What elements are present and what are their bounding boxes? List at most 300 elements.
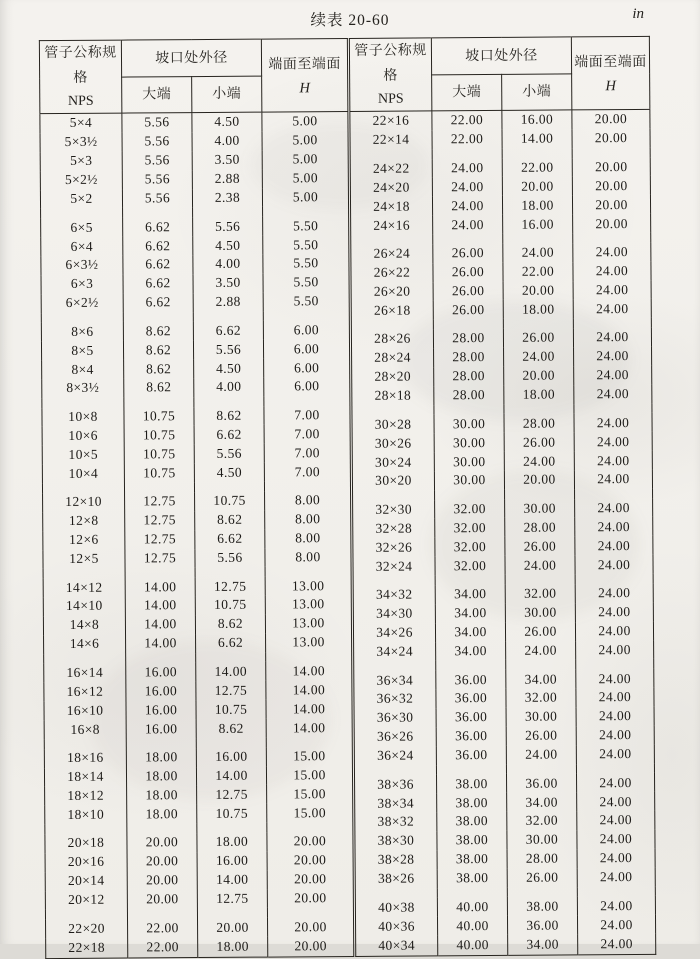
large-end-cell: 10.75 xyxy=(124,444,194,463)
nps-cell: 30×28 xyxy=(374,416,412,432)
large-end-cell: 16.00 xyxy=(126,662,196,681)
table-row xyxy=(45,784,353,805)
nps-cell: 10×4 xyxy=(68,465,99,481)
h-cell: 24.00 xyxy=(575,603,653,622)
h-cell: 7.00 xyxy=(264,406,350,425)
nps-cell: 34×24 xyxy=(376,643,414,659)
large-end-cell: 30.00 xyxy=(434,433,504,452)
table-row xyxy=(351,262,651,283)
empty-cell xyxy=(433,319,503,329)
h-cell: 5.00 xyxy=(262,131,348,150)
large-end-cell: 32.00 xyxy=(435,556,505,575)
small-end-cell: 36.00 xyxy=(506,774,576,793)
table-row xyxy=(356,934,656,956)
nps-cell: 18×12 xyxy=(67,787,105,803)
h-cell: 20.00 xyxy=(267,870,353,889)
nps-cell: 34×32 xyxy=(375,586,413,603)
empty-cell xyxy=(41,208,123,218)
h-cell: 24.00 xyxy=(574,432,652,451)
h-cell: 24.00 xyxy=(574,413,652,432)
h-cell: 24.00 xyxy=(576,707,654,726)
nps-cell: 22×20 xyxy=(68,920,105,936)
small-end-cell: 6.62 xyxy=(196,633,266,652)
small-end-cell: 34.00 xyxy=(508,934,578,954)
small-end-cell: 28.00 xyxy=(505,518,575,537)
small-end-cell: 16.00 xyxy=(503,215,573,234)
small-end-cell: 22.00 xyxy=(502,158,572,177)
empty-cell xyxy=(436,764,506,774)
small-end-cell: 14.00 xyxy=(502,129,572,148)
large-end-cell: 26.00 xyxy=(433,244,503,263)
nps-cell: 26×24 xyxy=(373,245,411,262)
large-end-cell: 24.00 xyxy=(432,158,502,177)
empty-cell xyxy=(124,482,194,492)
empty-cell xyxy=(194,482,264,492)
empty-cell xyxy=(435,490,505,500)
table-row xyxy=(42,424,350,445)
table-row xyxy=(352,347,652,368)
small-end-cell: 4.50 xyxy=(193,236,263,255)
h-cell: 24.00 xyxy=(575,555,653,574)
empty-cell xyxy=(352,405,434,415)
h-cell: 24.00 xyxy=(576,773,654,792)
large-end-cell: 32.00 xyxy=(435,537,505,556)
table-row xyxy=(45,889,353,910)
h-cell: 24.00 xyxy=(573,299,651,318)
nps-cell: 28×26 xyxy=(374,331,411,347)
nps-cell: 36×34 xyxy=(376,672,414,688)
small-end-cell: 36.00 xyxy=(507,916,577,935)
table-row xyxy=(351,214,651,235)
empty-cell xyxy=(575,574,653,584)
small-end-cell: 26.00 xyxy=(506,726,576,745)
empty-cell xyxy=(197,908,267,918)
nps-cell: 5×3 xyxy=(69,153,93,169)
table-row xyxy=(351,328,651,349)
table-row xyxy=(350,129,650,150)
table-row xyxy=(355,849,655,870)
empty-cell xyxy=(353,576,435,586)
col-header-large-end xyxy=(432,75,502,111)
col-header-face-to-face xyxy=(571,36,650,110)
table-row xyxy=(350,176,650,197)
small-end-cell: 34.00 xyxy=(506,670,576,689)
small-end-cell: 8.62 xyxy=(195,614,265,633)
h-cell: 14.00 xyxy=(266,680,352,699)
nps-cell: 22×18 xyxy=(68,939,106,955)
large-end-cell: 34.00 xyxy=(435,623,505,642)
h-cell: 14.00 xyxy=(266,718,352,737)
large-end-cell: 32.00 xyxy=(435,499,505,518)
empty-cell xyxy=(503,233,573,243)
small-end-cell: 20.00 xyxy=(504,470,574,489)
table-row xyxy=(41,216,349,237)
table-row xyxy=(354,688,654,709)
nps-cell: 26×20 xyxy=(373,283,411,299)
small-end-cell: 18.00 xyxy=(197,832,267,851)
small-end-cell: 12.75 xyxy=(197,889,267,908)
empty-cell xyxy=(263,206,349,216)
small-end-cell: 16.00 xyxy=(196,747,266,766)
nps-cell: 6×2½ xyxy=(65,294,99,311)
large-end-cell: 40.00 xyxy=(437,897,507,916)
h-cell: 6.00 xyxy=(264,377,350,396)
h-cell: 20.00 xyxy=(572,176,650,195)
table-row xyxy=(355,915,655,936)
table-row xyxy=(354,707,654,728)
empty-cell xyxy=(350,149,432,159)
empty-cell xyxy=(196,652,266,662)
table-row xyxy=(44,633,352,654)
nps-cell: 10×8 xyxy=(68,408,98,424)
nps-cell: 18×14 xyxy=(67,768,104,784)
header-row-1 xyxy=(39,38,347,77)
h-cell: 24.00 xyxy=(577,811,655,830)
small-end-cell: 20.00 xyxy=(504,366,574,385)
table-row xyxy=(352,413,652,434)
h-cell: 6.00 xyxy=(263,339,349,358)
h-cell: 24.00 xyxy=(577,896,655,915)
nps-cell: 40×36 xyxy=(378,918,415,934)
nps-cell: 36×26 xyxy=(376,728,414,745)
header-label-face-to-face: 端面至端面 xyxy=(574,54,647,70)
page-title: 续表 20-60 xyxy=(310,12,390,29)
large-end-cell: 22.00 xyxy=(128,937,198,957)
table-row xyxy=(353,498,653,519)
header-label-nps-code: NPS xyxy=(67,93,94,109)
table-row xyxy=(40,131,348,152)
h-cell: 24.00 xyxy=(576,669,654,688)
table-row xyxy=(353,621,653,642)
table-row xyxy=(45,803,353,824)
nps-cell: 8×3½ xyxy=(66,380,100,396)
h-cell: 13.00 xyxy=(265,595,351,614)
table-row xyxy=(354,745,654,766)
nps-cell: 32×28 xyxy=(375,520,413,536)
nps-cell: 38×26 xyxy=(377,870,415,886)
small-end-cell: 30.00 xyxy=(506,707,576,726)
col-header-small-end xyxy=(192,76,262,112)
small-end-cell: 26.00 xyxy=(503,328,573,347)
small-end-cell: 28.00 xyxy=(507,849,577,868)
nps-cell: 12×6 xyxy=(69,531,99,548)
nps-cell: 22×16 xyxy=(372,113,410,129)
table-row xyxy=(353,517,653,538)
large-end-cell: 20.00 xyxy=(127,833,197,852)
large-end-cell: 30.00 xyxy=(434,452,504,471)
h-cell: 7.00 xyxy=(264,443,350,462)
h-cell: 24.00 xyxy=(574,385,652,404)
nps-cell: 14×12 xyxy=(65,579,103,595)
large-end-cell: 6.62 xyxy=(123,293,193,312)
large-end-cell: 38.00 xyxy=(437,774,507,793)
large-end-cell: 12.75 xyxy=(125,492,195,511)
large-end-cell: 16.00 xyxy=(126,719,196,738)
small-end-cell: 16.00 xyxy=(197,851,267,870)
nps-cell: 20×14 xyxy=(67,872,105,889)
large-end-cell: 5.56 xyxy=(122,113,192,133)
large-end-cell: 12.75 xyxy=(125,530,195,549)
nps-cell: 36×32 xyxy=(376,690,414,707)
h-cell: 5.50 xyxy=(263,235,349,254)
pipe-reducer-table-right xyxy=(349,36,656,957)
large-end-cell: 22.00 xyxy=(432,110,502,130)
table-row xyxy=(45,851,353,872)
empty-cell xyxy=(194,396,264,406)
h-cell: 5.00 xyxy=(262,150,348,169)
nps-cell: 18×10 xyxy=(67,806,105,822)
nps-cell: 20×18 xyxy=(67,835,105,851)
h-cell: 20.00 xyxy=(267,832,353,851)
header-label-bevel-od: 坡口处外径 xyxy=(155,50,228,66)
h-cell: 24.00 xyxy=(577,792,655,811)
empty-cell xyxy=(506,660,576,670)
nps-cell: 24×16 xyxy=(373,217,411,233)
header-label-h-symbol: H xyxy=(299,79,310,96)
small-end-cell: 18.00 xyxy=(503,300,573,319)
large-end-cell: 34.00 xyxy=(435,585,505,604)
large-end-cell: 8.62 xyxy=(124,359,194,378)
large-end-cell: 38.00 xyxy=(437,793,507,812)
large-end-cell: 12.75 xyxy=(125,549,195,568)
table-row xyxy=(40,188,348,209)
small-end-cell: 5.56 xyxy=(193,217,263,236)
small-end-cell: 18.00 xyxy=(198,937,268,957)
table-row xyxy=(46,917,354,938)
small-end-cell: 34.00 xyxy=(507,793,577,812)
empty-cell xyxy=(433,234,503,244)
empty-cell xyxy=(434,404,504,414)
empty-cell xyxy=(506,764,576,774)
nps-cell: 5×2 xyxy=(70,190,93,206)
empty-cell xyxy=(123,208,193,218)
table-row xyxy=(353,584,653,605)
empty-cell xyxy=(354,661,436,671)
table-row xyxy=(42,377,350,398)
table-head xyxy=(39,38,348,113)
large-end-cell: 38.00 xyxy=(437,831,507,850)
small-end-cell: 2.88 xyxy=(193,292,263,311)
h-cell: 13.00 xyxy=(266,633,352,652)
empty-cell xyxy=(264,481,350,491)
header-label-small-end: 小端 xyxy=(212,86,242,103)
nps-cell: 30×20 xyxy=(375,472,412,489)
nps-cell: 28×20 xyxy=(374,368,412,385)
nps-cell: 6×4 xyxy=(70,238,94,254)
large-end-cell: 28.00 xyxy=(434,348,504,367)
nps-cell: 26×18 xyxy=(373,302,411,318)
h-cell: 24.00 xyxy=(574,451,652,470)
table-row xyxy=(43,595,351,616)
nps-cell: 8×6 xyxy=(71,323,94,339)
table-row xyxy=(355,868,655,889)
large-end-cell: 36.00 xyxy=(436,727,506,746)
empty-cell xyxy=(125,567,195,577)
h-cell: 7.00 xyxy=(264,424,350,443)
small-end-cell: 22.00 xyxy=(503,262,573,281)
large-end-cell: 28.00 xyxy=(434,386,504,405)
large-end-cell: 40.00 xyxy=(438,935,508,955)
empty-cell xyxy=(351,320,433,330)
empty-cell xyxy=(265,566,351,576)
h-cell: 24.00 xyxy=(573,243,651,262)
small-end-cell: 30.00 xyxy=(507,830,577,849)
small-end-cell: 26.00 xyxy=(505,537,575,556)
nps-cell: 6×3 xyxy=(70,276,94,292)
small-end-cell: 4.50 xyxy=(192,112,262,132)
empty-cell xyxy=(42,483,124,493)
nps-cell: 5×4 xyxy=(69,115,93,131)
small-end-cell: 30.00 xyxy=(505,499,575,518)
header-label-face-to-face: 端面至端面 xyxy=(268,56,341,73)
nps-cell: 8×4 xyxy=(71,361,94,377)
small-end-cell: 24.00 xyxy=(503,243,573,262)
nps-cell: 38×32 xyxy=(377,814,415,830)
nps-cell: 32×30 xyxy=(375,501,413,517)
tables-wrap xyxy=(39,36,656,955)
nps-cell: 14×8 xyxy=(69,617,100,633)
nps-cell: 6×3½ xyxy=(65,257,99,273)
col-header-small-end xyxy=(502,74,572,110)
empty-cell xyxy=(351,234,433,244)
empty-cell xyxy=(573,233,651,243)
empty-cell xyxy=(42,397,124,407)
nps-cell: 14×10 xyxy=(65,598,103,614)
nps-cell: 20×12 xyxy=(67,891,105,907)
table-row xyxy=(41,254,349,275)
small-end-cell: 3.50 xyxy=(193,273,263,292)
empty-cell xyxy=(126,738,196,748)
table-row xyxy=(355,792,655,813)
large-end-cell: 26.00 xyxy=(433,281,503,300)
col-header-bevel-od xyxy=(121,39,261,77)
small-end-cell: 10.75 xyxy=(195,491,265,510)
pipe-reducer-table-left xyxy=(39,38,354,959)
empty-cell xyxy=(436,660,506,670)
table-row xyxy=(351,280,651,301)
table-row xyxy=(43,491,351,512)
large-end-cell: 10.75 xyxy=(124,463,194,482)
table-row xyxy=(42,406,350,427)
table-row xyxy=(43,576,351,597)
nps-cell: 34×26 xyxy=(376,624,413,640)
h-cell: 5.50 xyxy=(263,216,349,235)
nps-cell: 16×12 xyxy=(66,683,104,699)
large-end-cell: 24.00 xyxy=(433,215,503,234)
unit-label: in xyxy=(632,6,644,22)
nps-cell: 18×16 xyxy=(67,749,104,766)
large-end-cell: 6.62 xyxy=(123,217,193,236)
h-cell: 20.00 xyxy=(572,109,650,129)
nps-cell: 30×26 xyxy=(374,435,412,451)
small-end-cell: 4.00 xyxy=(194,378,264,397)
large-end-cell: 12.75 xyxy=(125,511,195,530)
table-row xyxy=(352,385,652,406)
table-body-right xyxy=(350,109,656,956)
h-cell: 15.00 xyxy=(266,766,352,785)
h-cell: 5.50 xyxy=(263,273,349,292)
large-end-cell: 32.00 xyxy=(435,518,505,537)
h-cell: 20.00 xyxy=(572,195,650,214)
small-end-cell: 5.56 xyxy=(195,548,265,567)
nps-cell: 20×16 xyxy=(67,853,105,870)
nps-cell: 16×8 xyxy=(70,721,100,737)
nps-cell: 28×18 xyxy=(374,387,412,403)
header-label-large-end: 大端 xyxy=(142,87,172,103)
nps-cell: 38×34 xyxy=(377,795,415,811)
empty-cell xyxy=(266,652,352,662)
small-end-cell: 4.00 xyxy=(193,255,263,274)
table-row xyxy=(354,669,654,690)
empty-cell xyxy=(44,739,126,749)
nps-cell: 32×24 xyxy=(375,558,413,574)
nps-cell: 16×10 xyxy=(66,702,104,718)
nps-cell: 14×6 xyxy=(69,635,100,652)
empty-cell xyxy=(127,909,197,919)
large-end-cell: 6.62 xyxy=(123,274,193,293)
h-cell: 13.00 xyxy=(265,614,351,633)
small-end-cell: 2.38 xyxy=(192,188,262,207)
empty-cell xyxy=(575,489,653,499)
table-row xyxy=(351,299,651,320)
table-body-left xyxy=(40,111,354,958)
small-end-cell: 8.62 xyxy=(196,719,266,738)
h-cell: 14.00 xyxy=(266,699,352,718)
h-cell: 20.00 xyxy=(268,936,354,957)
small-end-cell: 26.00 xyxy=(504,433,574,452)
empty-cell xyxy=(505,575,575,585)
h-cell: 13.00 xyxy=(265,576,351,595)
empty-cell xyxy=(503,319,573,329)
h-cell: 24.00 xyxy=(578,934,656,954)
nps-cell: 38×28 xyxy=(377,851,415,868)
h-cell: 24.00 xyxy=(577,915,655,934)
table-row xyxy=(355,830,655,851)
nps-cell: 5×2½ xyxy=(64,171,98,188)
h-cell: 24.00 xyxy=(575,584,653,603)
nps-cell: 10×5 xyxy=(68,446,99,462)
h-cell: 8.00 xyxy=(265,491,351,510)
nps-cell: 6×5 xyxy=(70,219,93,235)
nps-cell: 24×18 xyxy=(373,198,410,214)
large-end-cell: 20.00 xyxy=(127,871,197,890)
empty-cell xyxy=(45,909,127,919)
h-cell: 24.00 xyxy=(573,262,651,281)
table-row xyxy=(353,536,653,557)
large-end-cell: 34.00 xyxy=(436,641,506,660)
table-row xyxy=(354,726,654,747)
table-row xyxy=(40,111,348,133)
h-cell: 5.00 xyxy=(262,188,348,207)
h-cell: 8.00 xyxy=(265,529,351,548)
table-row xyxy=(43,510,351,531)
small-end-cell: 28.00 xyxy=(504,414,574,433)
empty-cell xyxy=(354,765,436,775)
table-row xyxy=(350,109,650,131)
empty-cell xyxy=(264,396,350,406)
small-end-cell: 32.00 xyxy=(505,584,575,603)
table-row xyxy=(353,603,653,624)
table-row xyxy=(41,339,349,360)
empty-cell xyxy=(576,659,654,669)
empty-cell xyxy=(195,567,265,577)
large-end-cell: 6.62 xyxy=(123,236,193,255)
large-end-cell: 28.00 xyxy=(433,329,503,348)
empty-cell xyxy=(502,148,572,158)
empty-cell xyxy=(41,312,123,322)
small-end-cell: 24.00 xyxy=(505,556,575,575)
table-row xyxy=(355,773,655,794)
